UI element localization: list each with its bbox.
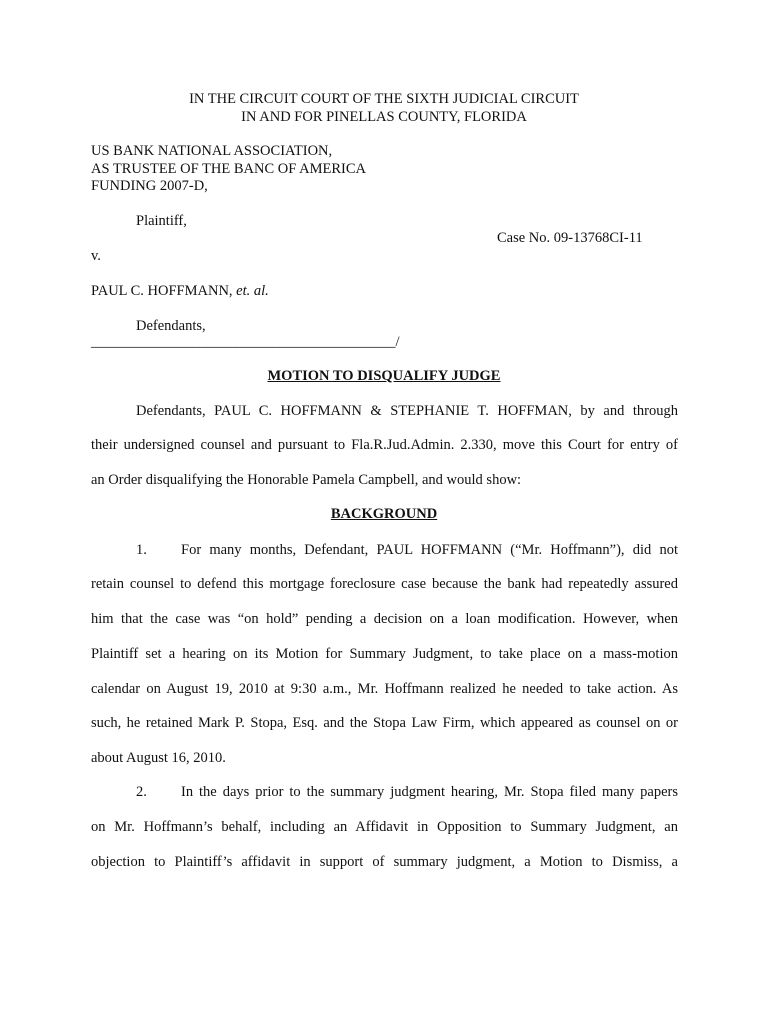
paragraph-1-line-3: him that the case was “on hold” pending a decision on a loan modification. However, when xyxy=(91,611,678,627)
section-heading: BACKGROUND xyxy=(330,506,438,522)
plaintiff-name-line-2: AS TRUSTEE OF THE BANC OF AMERICA xyxy=(91,161,367,177)
plaintiff-label: Plaintiff, xyxy=(136,213,187,229)
intro-line-3: an Order disqualifying the Honorable Pamela Campbell, and would show: xyxy=(91,472,522,488)
case-number: Case No. 09-13768CI-11 xyxy=(497,230,643,246)
paragraph-2-number: 2. xyxy=(136,784,147,800)
versus: v. xyxy=(91,248,101,264)
paragraph-1-number: 1. xyxy=(136,542,147,558)
defendant-name xyxy=(91,282,269,300)
document-title: MOTION TO DISQUALIFY JUDGE xyxy=(267,368,501,384)
paragraph-1-line-6: such, he retained Mark P. Stopa, Esq. and the Stopa Law Firm, which appeared as counsel on or xyxy=(91,715,678,731)
caption-separator: __________________________________________/ xyxy=(91,334,400,350)
defendants-label: Defendants, xyxy=(136,318,206,334)
court-name-line-2: IN AND FOR PINELLAS COUNTY, FLORIDA xyxy=(241,109,527,125)
paragraph-1-line-2: retain counsel to defend this mortgage foreclosure case because the bank had repeatedly assured xyxy=(91,576,678,592)
plaintiff-name-line-3: FUNDING 2007-D, xyxy=(91,178,208,194)
paragraph-1-line-4: Plaintiff set a hearing on its Motion for Summary Judgment, to take place on a mass-motion xyxy=(91,646,678,662)
plaintiff-name-line-1: US BANK NATIONAL ASSOCIATION, xyxy=(91,143,333,159)
paragraph-2-line-3: objection to Plaintiff’s affidavit in support of summary judgment, a Motion to Dismiss, a xyxy=(91,854,678,870)
intro-line-2: their undersigned counsel and pursuant to Fla.R.Jud.Admin. 2.330, move this Court for entry of xyxy=(91,437,678,453)
intro-line-1: Defendants, PAUL C. HOFFMANN & STEPHANIE T. HOFFMAN, by and through xyxy=(136,403,678,419)
defendant-etal: et. al. xyxy=(236,283,269,299)
paragraph-1-line-5: calendar on August 19, 2010 at 9:30 a.m., Mr. Hoffmann realized he needed to take action. As xyxy=(91,681,678,697)
paragraph-2-line-1: In the days prior to the summary judgment hearing, Mr. Stopa filed many papers xyxy=(181,784,678,800)
paragraph-1-line-7: about August 16, 2010. xyxy=(91,750,226,766)
paragraph-1-line-1: For many months, Defendant, PAUL HOFFMANN (“Mr. Hoffmann”), did not xyxy=(181,542,678,558)
paragraph-2-line-2: on Mr. Hoffmann’s behalf, including an Affidavit in Opposition to Summary Judgment, an xyxy=(91,819,678,835)
court-name-line-1: IN THE CIRCUIT COURT OF THE SIXTH JUDICIAL CIRCUIT xyxy=(189,91,579,107)
defendant-name-text: PAUL C. HOFFMANN, xyxy=(91,283,237,299)
